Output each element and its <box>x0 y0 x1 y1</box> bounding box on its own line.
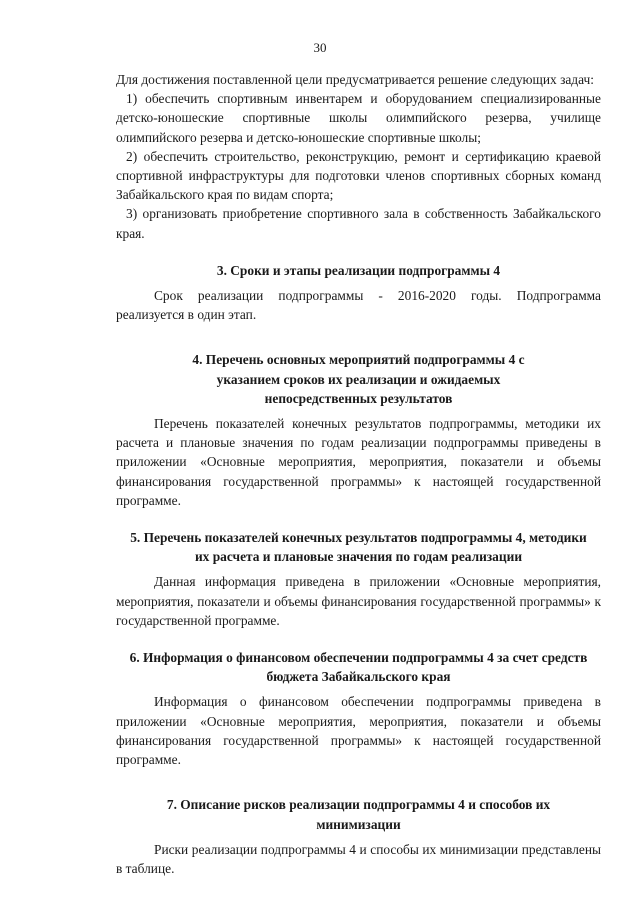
section-7-heading: 7. Описание рисков реализации подпрограммы 4 и способов их минимизации <box>166 797 551 832</box>
intro-paragraph: Для достижения поставленной цели предусматривается решение следующих задач: <box>116 72 594 87</box>
task-item-2: 2) обеспечить строительство, реконструкцию, ремонт и сертификацию краевой спортивной инфраструктуры для подготовки членов спортивных сборных команд Забайкальского края по видам спорта; <box>116 148 601 203</box>
section-5-heading: 5. Перечень показателей конечных результатов подпрограммы 4, методики их расчета и плановые значения по годам реализации <box>130 530 587 565</box>
section-3-text: Срок реализации подпрограммы - 2016-2020 годы. Подпрограмма реализуется в один этап. <box>116 288 601 323</box>
section-6-text: Информация о финансовом обеспечении подпрограммы приведена в приложении «Основные мероприятия, мероприятия, показатели и объемы финансирования государственной программы» к настоящей государственной программе. <box>116 694 601 768</box>
task-item-1: 1) обеспечить спортивным инвентарем и оборудованием специализированные детско-юношеские спортивные школы олимпийского резерва, училище олимпийского резерва и детско-юношеские спортивные школы; <box>116 91 601 145</box>
section-4-heading: 4. Перечень основных мероприятий подпрограммы 4 с указанием сроков их реализации и ожидаемых непосредственных результатов <box>192 352 525 406</box>
document-body <box>116 70 601 878</box>
section-5-text: Данная информация приведена в приложении «Основные мероприятия, мероприятия, показатели и объемы финансирования государственной программы» к государственной программе. <box>116 574 601 628</box>
section-3-heading: 3. Сроки и этапы реализации подпрограммы 4 <box>216 262 501 278</box>
page-number: 30 <box>313 40 327 55</box>
section-6-heading: 6. Информация о финансовом обеспечении подпрограммы 4 за счет средств бюджета Забайкальского края <box>129 650 588 685</box>
section-7-text: Риски реализации подпрограммы 4 и способы их минимизации представлены в таблице. <box>116 841 601 876</box>
task-item-3: 3) организовать приобретение спортивного зала в собственность Забайкальского края. <box>116 206 601 241</box>
section-4-text: Перечень показателей конечных результатов подпрограммы, методики их расчета и плановые значения по годам реализации подпрограммы приведены в приложении «Основные мероприятия, мероприятия, показатели и объемы финансирования государственной программы» к настоящей государственной программе. <box>116 416 601 508</box>
